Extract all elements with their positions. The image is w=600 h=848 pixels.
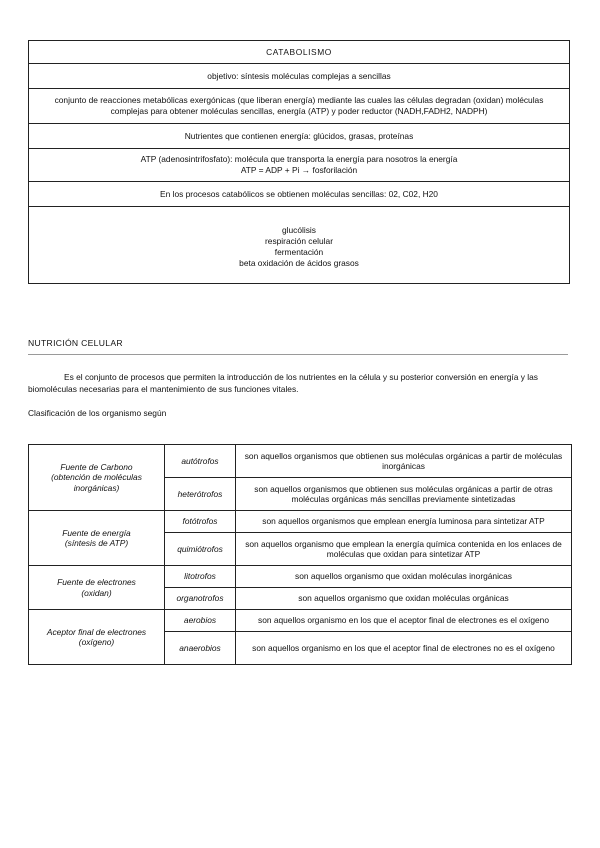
description-fototrofos: son aquellos organismos que emplean energía luminosa para sintetizar ATP (236, 511, 572, 533)
catabolismo-nutrientes: Nutrientes que contienen energía: glúcidos, grasas, proteínas (29, 124, 570, 149)
category-electrones: Fuente de electrones (oxidan) (29, 566, 165, 610)
section-divider (28, 354, 568, 355)
term-autotrofos: autótrofos (165, 445, 236, 478)
nutricion-paragraph-text: Es el conjunto de procesos que permiten la introducción de los nutrientes en la célula y su posterior conversión en energía y las biomoléculas necesarias para el mantenimiento de sus funciones vitales. (28, 372, 538, 394)
catabolismo-definicion (29, 89, 570, 124)
term-quimiotrofos: quimiótrofos (165, 533, 236, 566)
description-organotrofos: son aquellos organismo que oxidan moléculas orgánicas (236, 588, 572, 610)
section-title: NUTRICIÓN CELULAR (28, 338, 123, 348)
atp-line: ATP = ADP + Pi → fosforilación (240, 165, 358, 175)
catabolismo-title: CATABOLISMO (29, 41, 570, 64)
category-aceptor: Aceptor final de electrones (oxígeno) (29, 610, 165, 665)
term-heterotrofos: heterótrofos (165, 478, 236, 511)
catabolismo-procesos (29, 207, 570, 284)
category-carbono: Fuente de Carbono (obtención de moléculas inorgánicas) (29, 445, 165, 511)
catabolismo-table (28, 40, 570, 284)
proceso-item: fermentación (274, 247, 324, 257)
proceso-item: respiración celular (265, 236, 333, 246)
definicion-line: conjunto de reacciones metabólicas exergónicas (que liberan energía) mediante las cuales las células degradan (oxidan) moléculas (54, 95, 544, 105)
term-anaerobios: anaerobios (165, 632, 236, 665)
term-litotrofos: litotrofos (165, 566, 236, 588)
term-aerobios: aerobios (165, 610, 236, 632)
definicion-line: complejas para obtener moléculas sencillas, energía (ATP) y poder reductor (NADH,FADH2, NADPH) (110, 106, 488, 116)
proceso-item: glucólisis (282, 225, 316, 235)
catabolismo-atp (29, 149, 570, 182)
term-organotrofos: organotrofos (165, 588, 236, 610)
nutricion-paragraph (28, 371, 570, 395)
atp-line: ATP (adenosintrifosfato): molécula que transporta la energía para nosotros la energía (140, 154, 458, 164)
description-aerobios: son aquellos organismo en los que el aceptor final de electrones es el oxígeno (236, 610, 572, 632)
description-anaerobios: son aquellos organismo en los que el aceptor final de electrones no es el oxígeno (236, 632, 572, 665)
proceso-item: beta oxidación de ácidos grasos (239, 258, 359, 268)
clasificacion-label: Clasificación de los organismo según (28, 408, 167, 418)
category-energia: Fuente de energía (síntesis de ATP) (29, 511, 165, 566)
term-fototrofos: fotótrofos (165, 511, 236, 533)
clasificacion-table (28, 444, 572, 665)
description-heterotrofos: son aquellos organismos que obtienen sus moléculas orgánicas a partir de otras moléculas orgánicas más sencillas previamente sintetizadas (236, 478, 572, 511)
catabolismo-objetivo: objetivo: síntesis moléculas complejas a sencillas (29, 64, 570, 89)
description-quimiotrofos: son aquellos organismo que emplean la energía química contenida en los enlaces de moléculas que oxidan para sintetizar ATP (236, 533, 572, 566)
catabolismo-productos: En los procesos catabólicos se obtienen moléculas sencillas: 02, C02, H20 (29, 182, 570, 207)
description-autotrofos: son aquellos organismos que obtienen sus moléculas orgánicas a partir de moléculas inorgánicas (236, 445, 572, 478)
description-litotrofos: son aquellos organismo que oxidan moléculas inorgánicas (236, 566, 572, 588)
